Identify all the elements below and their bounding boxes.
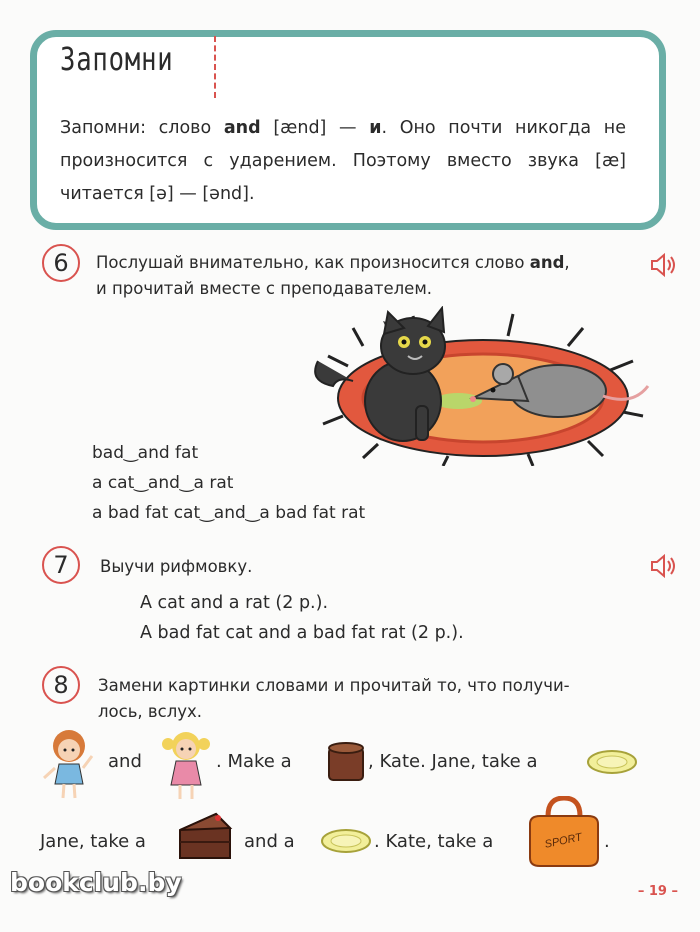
plate-icon xyxy=(320,828,372,854)
word-jane-take-a: Jane, take a xyxy=(40,831,146,852)
cat xyxy=(315,308,445,441)
word-and: and xyxy=(108,751,142,772)
rhyme: A cat and a rat (2 р.). A bad fat cat and a bad fat rat (2 р.). xyxy=(140,593,464,643)
girl-jane-icon xyxy=(160,726,212,802)
exercise-8-text: Замени картинки словами и прочитай то, что получи- лось, вслух. xyxy=(98,676,570,721)
word-period: . xyxy=(604,831,610,852)
page-number: – 19 – xyxy=(637,884,678,899)
phrase-list xyxy=(92,438,365,528)
cake-icon xyxy=(326,740,366,784)
phrase: a cat‿and‿a rat xyxy=(92,473,234,493)
watermark: bookclub.by xyxy=(10,868,182,897)
speaker-icon[interactable] xyxy=(648,551,678,581)
remember-text: Запомни: слово and [ænd] — и. Оно почти никогда не произносится с ударением. Поэтому вместо звука [æ] читается [ə] — [ənd]. xyxy=(60,118,626,204)
exercise-number-8: 8 xyxy=(42,666,80,704)
exercise-number-6: 6 xyxy=(42,244,80,282)
phrase: a bad fat cat‿and‿a bad fat rat xyxy=(92,503,366,523)
plate-icon xyxy=(586,749,638,775)
word-kate-take-a: . Kate, take a xyxy=(374,831,494,852)
girl-kate-icon xyxy=(40,726,98,802)
sport-bag-icon xyxy=(526,796,602,868)
bag-label: SPORT xyxy=(543,831,584,851)
cake-slice-icon xyxy=(176,810,234,862)
phrase: bad‿and fat xyxy=(92,443,199,463)
exercise-number-7: 7 xyxy=(42,546,80,584)
word-kate-jane-take-a: , Kate. Jane, take a xyxy=(368,751,538,772)
speaker-icon[interactable] xyxy=(648,250,678,280)
exercise-7-text: Выучи рифмовку. xyxy=(100,557,253,576)
word-make-a: . Make a xyxy=(216,751,292,772)
remember-title: Запомни xyxy=(60,40,174,78)
title-divider xyxy=(214,36,216,98)
word-and-a: and a xyxy=(244,831,295,852)
exercise-6-text: Послушай внимательно, как произносится слово and, и прочитай вместе с преподавателем. xyxy=(96,253,570,298)
